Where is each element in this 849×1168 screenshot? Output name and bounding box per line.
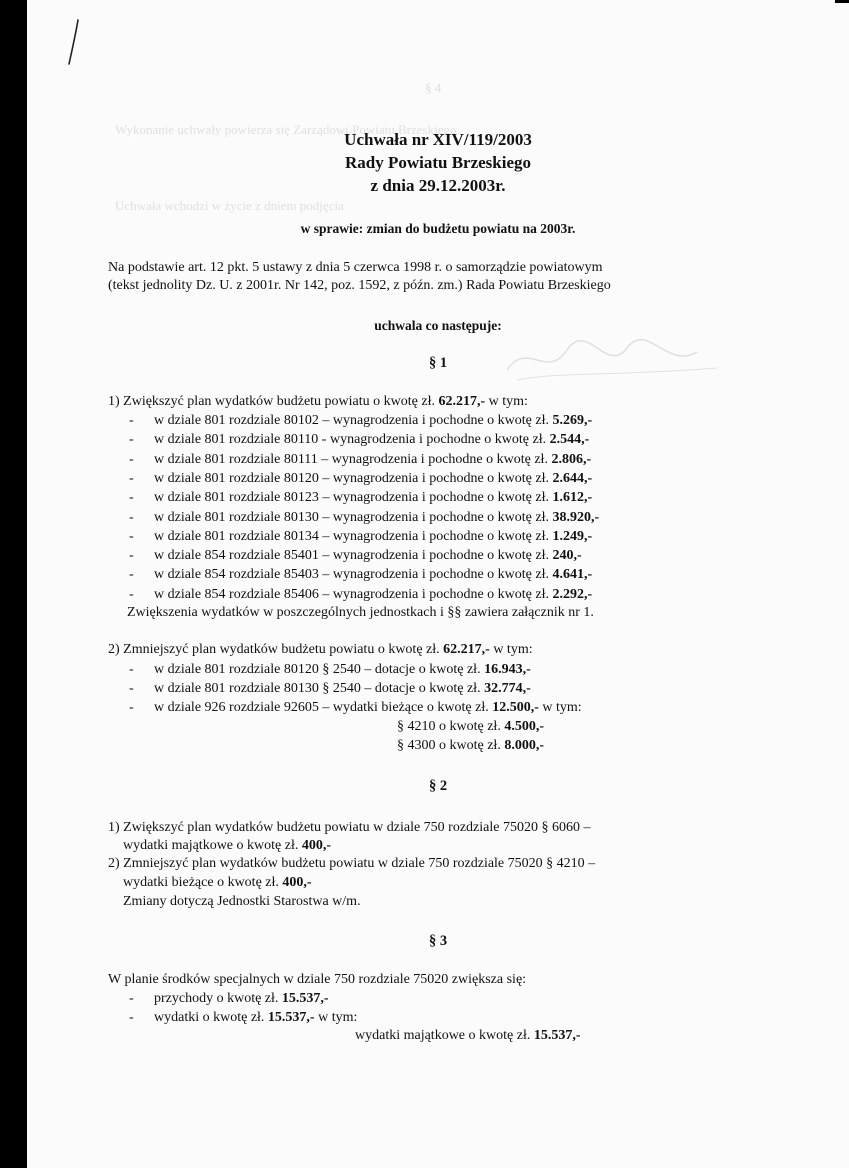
section-1-heading: § 1 bbox=[428, 355, 448, 371]
list-bullet: - bbox=[129, 432, 134, 448]
section-2-note: Zmiany dotyczą Jednostki Starostwa w/m. bbox=[123, 894, 361, 909]
list-item: przychody o kwotę zł. 15.537,- bbox=[154, 991, 329, 1006]
list-item: w dziale 801 rozdziale 80130 – wynagrodzenia i pochodne o kwotę zł. 38.920,- bbox=[154, 509, 600, 525]
list-subitem: § 4210 o kwotę zł. 4.500,- bbox=[397, 719, 544, 734]
list-item: w dziale 801 rozdziale 80110 - wynagrodzenia i pochodne o kwotę zł. 2.544,- bbox=[154, 432, 590, 448]
document-page bbox=[27, 0, 849, 1168]
section-2-point-1-line-1: 1) Zwiększyć plan wydatków budżetu powiatu w dziale 750 rozdziale 75020 § 6060 – bbox=[108, 820, 591, 835]
list-bullet: - bbox=[129, 586, 134, 602]
list-item: w dziale 926 rozdziale 92605 – wydatki bieżące o kwotę zł. 12.500,- w tym: bbox=[154, 700, 582, 715]
list-item: w dziale 854 rozdziale 85403 – wynagrodzenia i pochodne o kwotę zł. 4.641,- bbox=[154, 567, 593, 583]
resolution-date: z dnia 29.12.2003r. bbox=[370, 176, 506, 195]
section-3-subitem: wydatki majątkowe o kwotę zł. 15.537,- bbox=[355, 1028, 581, 1043]
list-bullet: - bbox=[129, 470, 134, 486]
list-bullet: - bbox=[129, 528, 134, 544]
list-bullet: - bbox=[129, 509, 134, 525]
handwritten-stroke-icon bbox=[67, 18, 81, 66]
legal-basis-line-1: Na podstawie art. 12 pkt. 5 ustawy z dnia 5 czerwca 1998 r. o samorządzie powiatowym bbox=[108, 260, 603, 275]
list-bullet: - bbox=[129, 991, 134, 1006]
list-bullet: - bbox=[129, 548, 134, 564]
section-3-intro: W planie środków specjalnych w dziale 750 rozdziale 75020 zwiększa się: bbox=[108, 972, 527, 987]
section-3-heading: § 3 bbox=[428, 933, 448, 949]
list-item: w dziale 801 rozdziale 80123 – wynagrodzenia i pochodne o kwotę zł. 1.612,- bbox=[154, 490, 593, 506]
section-1-note: Zwiększenia wydatków w poszczególnych jednostkach i §§ zawiera załącznik nr 1. bbox=[127, 605, 594, 620]
section-2-point-2-line-2: wydatki bieżące o kwotę zł. 400,- bbox=[123, 875, 312, 890]
list-bullet: - bbox=[129, 1009, 134, 1025]
list-bullet: - bbox=[129, 451, 134, 467]
list-item: wydatki o kwotę zł. 15.537,- w tym: bbox=[154, 1009, 358, 1025]
list-item: w dziale 801 rozdziale 80130 § 2540 – dotacje o kwotę zł. 32.774,- bbox=[154, 681, 531, 696]
list-item: w dziale 854 rozdziale 85401 – wynagrodzenia i pochodne o kwotę zł. 240,- bbox=[154, 548, 582, 564]
council-name: Rady Powiatu Brzeskiego bbox=[344, 153, 532, 172]
resolution-number: Uchwała nr XIV/119/2003 bbox=[344, 130, 532, 149]
list-bullet: - bbox=[129, 662, 134, 677]
section-1-point-2: 2) Zmniejszyć plan wydatków budżetu powiatu o kwotę zł. 62.217,- w tym: bbox=[108, 642, 533, 657]
bleed-through-line: Wykonanie uchwały powierza się Zarządowi Powiatu Brzeskiego bbox=[115, 122, 457, 137]
list-bullet: - bbox=[129, 700, 134, 715]
section-2-heading: § 2 bbox=[428, 778, 448, 794]
bleed-through-heading: § 4 bbox=[425, 80, 442, 95]
list-item: w dziale 854 rozdziale 85406 – wynagrodzenia i pochodne o kwotę zł. 2.292,- bbox=[154, 586, 593, 602]
resolves-heading: uchwala co następuje: bbox=[374, 318, 502, 333]
bleed-through-line: Uchwała wchodzi w życie z dniem podjęcia bbox=[115, 198, 344, 213]
list-item: w dziale 801 rozdziale 80120 § 2540 – dotacje o kwotę zł. 16.943,- bbox=[154, 662, 531, 677]
list-bullet: - bbox=[129, 413, 134, 428]
section-1-point-1: 1) Zwiększyć plan wydatków budżetu powiatu o kwotę zł. 62.217,- w tym: bbox=[108, 394, 528, 409]
list-item: w dziale 801 rozdziale 80111 – wynagrodzenia i pochodne o kwotę zł. 2.806,- bbox=[154, 451, 592, 467]
list-bullet: - bbox=[129, 490, 134, 506]
section-2-point-2-line-1: 2) Zmniejszyć plan wydatków budżetu powiatu w dziale 750 rozdziale 75020 § 4210 – bbox=[108, 856, 596, 871]
scan-edge-mark bbox=[835, 0, 849, 3]
list-bullet: - bbox=[129, 567, 134, 583]
list-subitem: § 4300 o kwotę zł. 8.000,- bbox=[397, 738, 544, 753]
resolution-subject: w sprawie: zmian do budżetu powiatu na 2003r. bbox=[300, 221, 576, 236]
list-item: w dziale 801 rozdziale 80120 – wynagrodzenia i pochodne o kwotę zł. 2.644,- bbox=[154, 470, 593, 486]
list-item: w dziale 801 rozdziale 80134 – wynagrodzenia i pochodne o kwotę zł. 1.249,- bbox=[154, 528, 593, 544]
list-bullet: - bbox=[129, 681, 134, 696]
section-2-point-1-line-2: wydatki majątkowe o kwotę zł. 400,- bbox=[123, 838, 332, 853]
legal-basis-line-2: (tekst jednolity Dz. U. z 2001r. Nr 142, poz. 1592, z późn. zm.) Rada Powiatu Brzeskiego bbox=[108, 278, 611, 293]
list-item: w dziale 801 rozdziale 80102 – wynagrodzenia i pochodne o kwotę zł. 5.269,- bbox=[154, 413, 593, 428]
